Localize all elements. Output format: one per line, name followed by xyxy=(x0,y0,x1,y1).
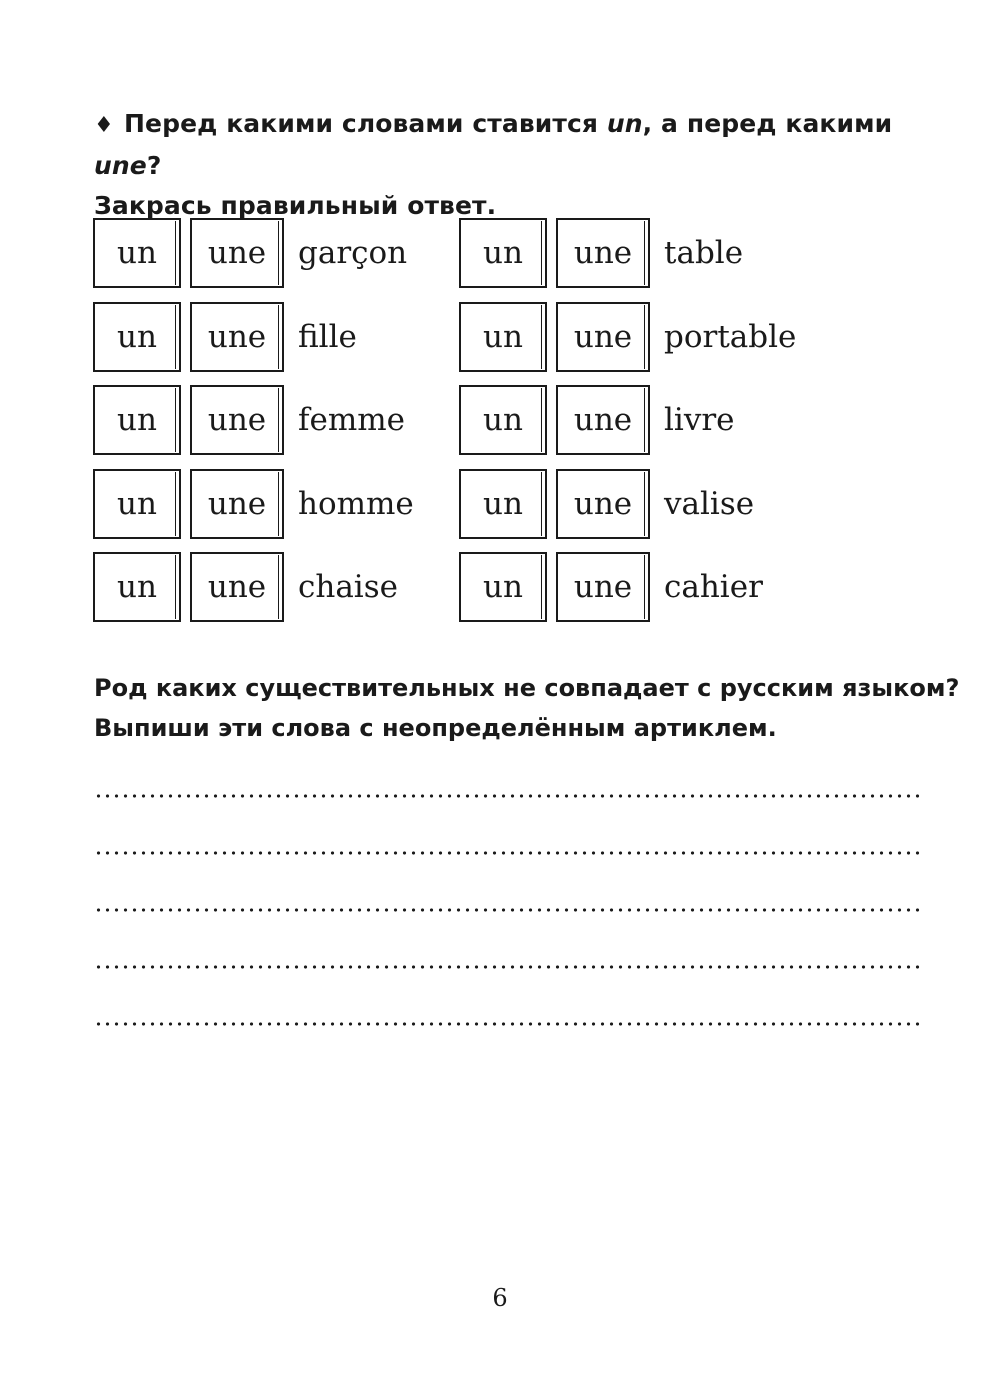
une-choice-box[interactable]: une xyxy=(190,302,284,372)
noun-word: table xyxy=(664,235,744,271)
noun-word: homme xyxy=(298,485,414,522)
un-choice-box[interactable]: un xyxy=(459,302,547,372)
un-choice-box[interactable]: un xyxy=(93,469,181,539)
une-choice-box[interactable]: une xyxy=(190,218,284,288)
answer-line[interactable] xyxy=(94,786,920,806)
un-choice-box[interactable]: un xyxy=(93,385,181,455)
task-2-instructions xyxy=(94,668,974,748)
answer-line[interactable] xyxy=(94,843,920,863)
page-number: 6 xyxy=(492,1284,508,1312)
task-1-text-b: , а перед какими xyxy=(642,109,893,138)
answer-line[interactable] xyxy=(94,957,920,977)
word-row xyxy=(93,552,453,622)
un-choice-box[interactable]: un xyxy=(93,552,181,622)
word-row xyxy=(459,218,819,288)
noun-word: livre xyxy=(664,402,735,438)
une-choice-box[interactable]: une xyxy=(556,469,650,539)
word-row xyxy=(93,218,453,288)
answer-line[interactable] xyxy=(94,900,920,920)
word-row xyxy=(459,385,819,455)
noun-word: fille xyxy=(298,318,357,355)
task-1-question xyxy=(94,104,954,186)
une-choice-box[interactable]: une xyxy=(556,302,650,372)
un-choice-box[interactable]: un xyxy=(459,218,547,288)
task-1-instructions xyxy=(94,104,954,226)
diamond-bullet-icon: ♦ xyxy=(94,113,114,138)
un-choice-box[interactable]: un xyxy=(459,552,547,622)
une-choice-box[interactable]: une xyxy=(190,385,284,455)
task-2-question: Род каких существительных не совпадает с русским языком? xyxy=(94,674,960,702)
word-row xyxy=(459,469,819,539)
word-row xyxy=(459,552,819,622)
une-choice-box[interactable]: une xyxy=(556,385,650,455)
word-row xyxy=(93,469,453,539)
task-1-text-a: Перед какими словами ставится xyxy=(124,109,607,138)
une-choice-box[interactable]: une xyxy=(556,552,650,622)
noun-word: chaise xyxy=(298,569,398,605)
un-choice-box[interactable]: un xyxy=(93,302,181,372)
noun-word: cahier xyxy=(664,569,763,605)
une-choice-box[interactable]: une xyxy=(556,218,650,288)
un-choice-box[interactable]: un xyxy=(93,218,181,288)
noun-word: garçon xyxy=(298,235,408,271)
word-row xyxy=(93,302,453,372)
un-choice-box[interactable]: un xyxy=(459,469,547,539)
task-1-une: une xyxy=(94,151,147,180)
word-row xyxy=(459,302,819,372)
une-choice-box[interactable]: une xyxy=(190,469,284,539)
noun-word: valise xyxy=(664,485,755,522)
une-choice-box[interactable]: une xyxy=(190,552,284,622)
task-1-subtext: Закрась правильный ответ. xyxy=(94,191,497,220)
answer-line[interactable] xyxy=(94,1014,920,1034)
un-choice-box[interactable]: un xyxy=(459,385,547,455)
task-1-un: un xyxy=(606,109,643,138)
noun-word: portable xyxy=(664,318,797,355)
task-1-text-c: ? xyxy=(146,151,162,180)
word-row xyxy=(93,385,453,455)
noun-word: femme xyxy=(298,402,405,438)
task-2-subtext: Выпиши эти слова с неопределённым артиклем. xyxy=(94,714,777,742)
